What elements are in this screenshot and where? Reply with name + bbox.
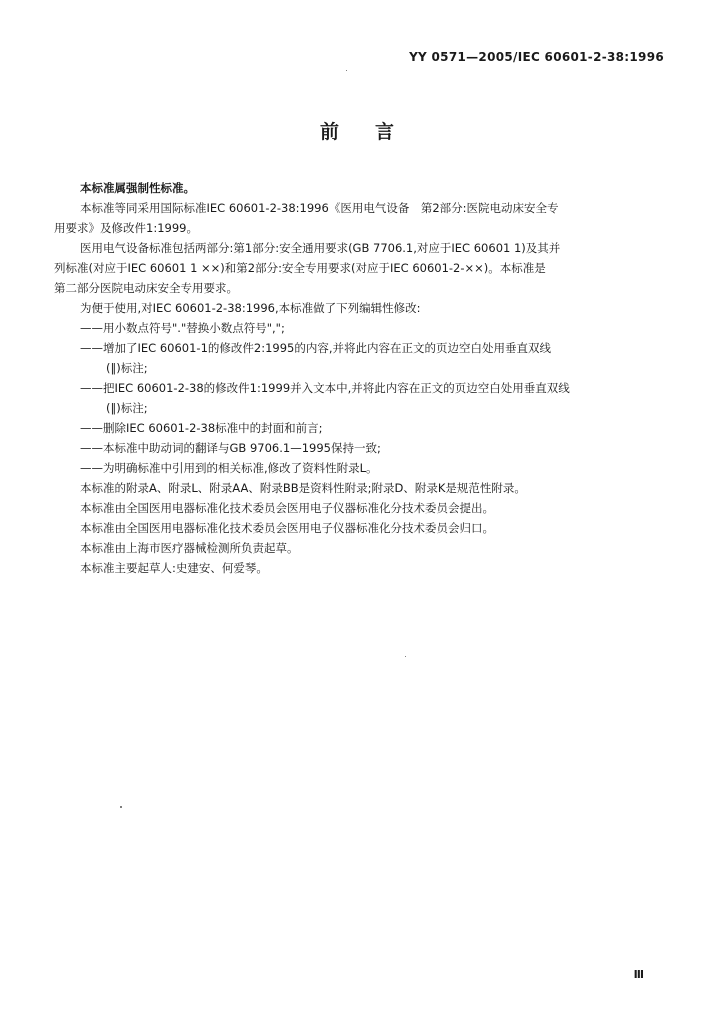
page-title: 前言 [319,121,430,143]
paragraph-proposed-by: 本标准由全国医用电器标准化技术委员会医用电子仪器标准化分技术委员会提出。 [80,501,494,515]
scan-speck [120,806,122,808]
paragraph-adoption-line2: 用要求》及修改件1:1999。 [54,221,198,235]
list-item-annex-l: ——为明确标准中引用到的相关标准,修改了资料性附录L。 [80,461,378,475]
scan-speck [346,70,347,71]
paragraph-centralized-by: 本标准由全国医用电器标准化技术委员会医用电子仪器标准化分技术委员会归口。 [80,521,494,535]
page-number: Ⅲ [633,968,644,981]
paragraph-drafted-by: 本标准由上海市医疗器械检测所负责起草。 [80,541,299,555]
paragraph-annexes: 本标准的附录A、附录L、附录AA、附录BB是资料性附录;附录D、附录K是规范性附录。 [80,481,526,495]
list-item-translation: ——本标准中助动词的翻译与GB 9706.1—1995保持一致; [80,441,381,455]
standard-code-header: YY 0571—2005/IEC 60601-2-38:1996 [409,50,664,64]
list-item-amendment2-line2: (‖)标注; [106,361,148,375]
paragraph-drafters: 本标准主要起草人:史建安、何爱琴。 [80,561,268,575]
paragraph-structure-line3: 第二部分医院电动床安全专用要求。 [54,281,238,295]
foreword-body [54,178,666,578]
paragraph-adoption-line1: 本标准等同采用国际标准IEC 60601-2-38:1996《医用电气设备 第2部分:医院电动床安全专 [80,201,559,215]
list-item-amendment2-line1: ——增加了IEC 60601-1的修改件2:1995的内容,并将此内容在正文的页边空白处用垂直双线 [80,341,552,355]
list-item-amendment1-line1: ——把IEC 60601-2-38的修改件1:1999并入文本中,并将此内容在正文的页边空白处用垂直双线 [80,381,570,395]
paragraph-structure-line2: 列标准(对应于IEC 60601 1 ××)和第2部分:安全专用要求(对应于IEC 60601-2-××)。本标准是 [54,261,546,275]
scan-speck [405,656,406,657]
paragraph-mandatory: 本标准属强制性标准。 [80,181,195,195]
list-item-amendment1-line2: (‖)标注; [106,401,148,415]
list-item-delete-cover: ——删除IEC 60601-2-38标准中的封面和前言; [80,421,323,435]
paragraph-edits-intro: 为便于使用,对IEC 60601-2-38:1996,本标准做了下列编辑性修改: [80,301,421,315]
paragraph-structure-line1: 医用电气设备标准包括两部分:第1部分:安全通用要求(GB 7706.1,对应于IEC 60601 1)及其并 [80,241,561,255]
list-item-decimal: ——用小数点符号"."替换小数点符号","; [80,321,285,335]
